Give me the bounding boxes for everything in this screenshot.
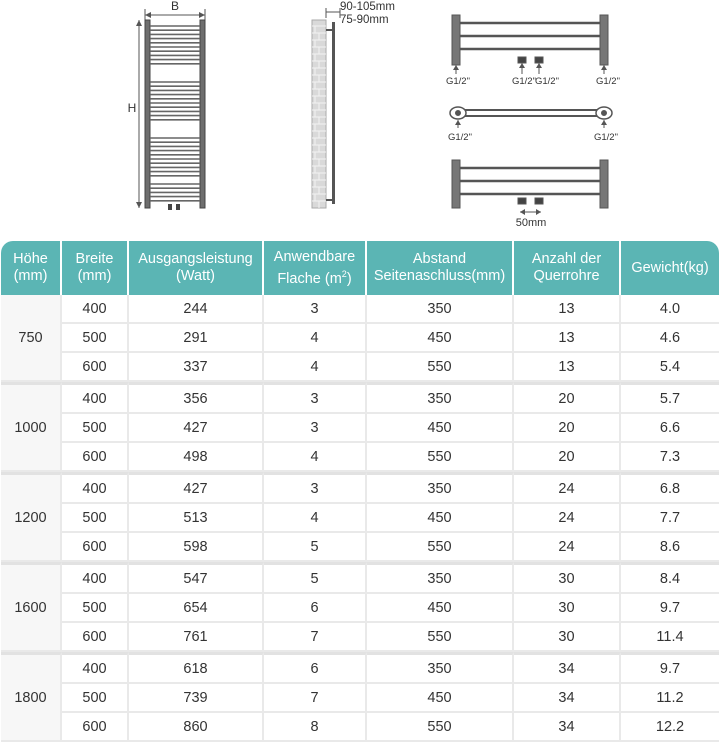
tubes-cell: 13 bbox=[514, 295, 621, 324]
width-cell: 400 bbox=[62, 652, 129, 684]
width-cell: 400 bbox=[62, 295, 129, 324]
table-row bbox=[1, 652, 719, 684]
tubes-cell: 24 bbox=[514, 533, 621, 562]
height-cell: 1600 bbox=[1, 562, 62, 652]
width-cell: 500 bbox=[62, 504, 129, 533]
weight-cell: 4.0 bbox=[621, 295, 719, 324]
table-row bbox=[1, 382, 719, 414]
width-cell: 600 bbox=[62, 713, 129, 742]
width-cell: 600 bbox=[62, 533, 129, 562]
header-weight: Gewicht(kg) bbox=[621, 241, 719, 295]
table-header-row bbox=[1, 241, 719, 295]
output-cell: 739 bbox=[129, 684, 264, 713]
table-row bbox=[1, 353, 719, 382]
area-cell: 6 bbox=[264, 652, 367, 684]
width-cell: 600 bbox=[62, 443, 129, 472]
spacing-cell: 550 bbox=[367, 443, 514, 472]
table-row bbox=[1, 594, 719, 623]
tubes-cell: 30 bbox=[514, 594, 621, 623]
spacing-cell: 350 bbox=[367, 562, 514, 594]
area-cell: 3 bbox=[264, 414, 367, 443]
output-cell: 513 bbox=[129, 504, 264, 533]
weight-cell: 9.7 bbox=[621, 652, 719, 684]
width-cell: 400 bbox=[62, 472, 129, 504]
area-cell: 7 bbox=[264, 623, 367, 652]
output-cell: 291 bbox=[129, 324, 264, 353]
area-cell: 3 bbox=[264, 382, 367, 414]
tubes-cell: 13 bbox=[514, 353, 621, 382]
center-distance-label: 50mm bbox=[515, 217, 547, 229]
radiator-side-view bbox=[312, 8, 340, 208]
weight-cell: 5.4 bbox=[621, 353, 719, 382]
weight-cell: 9.7 bbox=[621, 594, 719, 623]
tubes-cell: 24 bbox=[514, 504, 621, 533]
spacing-cell: 550 bbox=[367, 533, 514, 562]
connection-label-left: G1/2" bbox=[446, 76, 470, 87]
technical-drawings bbox=[0, 0, 720, 240]
width-cell: 600 bbox=[62, 623, 129, 652]
connection-diagram-bottom bbox=[452, 160, 608, 215]
area-cell: 4 bbox=[264, 324, 367, 353]
tubes-cell: 20 bbox=[514, 414, 621, 443]
weight-cell: 4.6 bbox=[621, 324, 719, 353]
header-area: Anwendbare Flache $(m^2)$ bbox=[264, 241, 367, 295]
connection-label-side-left: G1/2" bbox=[448, 132, 472, 143]
spacing-cell: 450 bbox=[367, 684, 514, 713]
width-cell: 500 bbox=[62, 684, 129, 713]
table-body bbox=[1, 295, 719, 742]
output-cell: 598 bbox=[129, 533, 264, 562]
weight-cell: 5.7 bbox=[621, 382, 719, 414]
table-row bbox=[1, 414, 719, 443]
connection-label-right: G1/2" bbox=[596, 76, 620, 87]
area-cell: 5 bbox=[264, 562, 367, 594]
output-cell: 498 bbox=[129, 443, 264, 472]
connection-label-mid-1: G1/2" bbox=[512, 76, 536, 87]
output-cell: 427 bbox=[129, 472, 264, 504]
tubes-cell: 34 bbox=[514, 713, 621, 742]
weight-cell: 6.8 bbox=[621, 472, 719, 504]
area-cell: 5 bbox=[264, 533, 367, 562]
height-cell: 750 bbox=[1, 295, 62, 382]
width-cell: 400 bbox=[62, 382, 129, 414]
spacing-cell: 350 bbox=[367, 472, 514, 504]
spacing-cell: 350 bbox=[367, 652, 514, 684]
table-row bbox=[1, 295, 719, 324]
tubes-cell: 13 bbox=[514, 324, 621, 353]
connection-diagram-top bbox=[452, 15, 608, 74]
height-cell: 1200 bbox=[1, 472, 62, 562]
header-height: Höhe (mm) bbox=[1, 241, 62, 295]
tubes-cell: 20 bbox=[514, 382, 621, 414]
output-cell: 860 bbox=[129, 713, 264, 742]
area-cell: 7 bbox=[264, 684, 367, 713]
weight-cell: 8.4 bbox=[621, 562, 719, 594]
weight-cell: 8.6 bbox=[621, 533, 719, 562]
output-cell: 244 bbox=[129, 295, 264, 324]
tubes-cell: 34 bbox=[514, 652, 621, 684]
output-cell: 654 bbox=[129, 594, 264, 623]
table-row bbox=[1, 562, 719, 594]
radiator-front-view bbox=[136, 9, 205, 210]
table-row bbox=[1, 623, 719, 652]
height-cell: 1800 bbox=[1, 652, 62, 742]
spacing-cell: 550 bbox=[367, 353, 514, 382]
table-row bbox=[1, 713, 719, 742]
header-width: Breite (mm) bbox=[62, 241, 129, 295]
tubes-cell: 20 bbox=[514, 443, 621, 472]
spacing-cell: 450 bbox=[367, 324, 514, 353]
output-cell: 337 bbox=[129, 353, 264, 382]
area-cell: 6 bbox=[264, 594, 367, 623]
weight-cell: 7.3 bbox=[621, 443, 719, 472]
drawings-svg bbox=[0, 0, 720, 240]
spacing-cell: 350 bbox=[367, 382, 514, 414]
area-cell: 4 bbox=[264, 443, 367, 472]
area-cell: 3 bbox=[264, 472, 367, 504]
table-row bbox=[1, 504, 719, 533]
table-row bbox=[1, 684, 719, 713]
connection-label-mid-2: G1/2" bbox=[535, 76, 559, 87]
output-cell: 547 bbox=[129, 562, 264, 594]
output-cell: 761 bbox=[129, 623, 264, 652]
width-cell: 400 bbox=[62, 562, 129, 594]
width-cell: 500 bbox=[62, 414, 129, 443]
specification-table bbox=[1, 241, 719, 742]
table-row bbox=[1, 472, 719, 504]
height-label: H bbox=[127, 101, 137, 115]
spacing-cell: 450 bbox=[367, 414, 514, 443]
weight-cell: 11.4 bbox=[621, 623, 719, 652]
height-cell: 1000 bbox=[1, 382, 62, 472]
area-cell: 8 bbox=[264, 713, 367, 742]
header-spacing: Abstand Seitenaschluss(mm) bbox=[367, 241, 514, 295]
width-label: B bbox=[170, 0, 180, 13]
weight-cell: 12.2 bbox=[621, 713, 719, 742]
table-row bbox=[1, 533, 719, 562]
tubes-cell: 30 bbox=[514, 562, 621, 594]
width-cell: 500 bbox=[62, 324, 129, 353]
width-cell: 500 bbox=[62, 594, 129, 623]
spacing-cell: 550 bbox=[367, 713, 514, 742]
table-row bbox=[1, 443, 719, 472]
area-cell: 4 bbox=[264, 504, 367, 533]
spacing-cell: 450 bbox=[367, 594, 514, 623]
spacing-cell: 550 bbox=[367, 623, 514, 652]
tubes-cell: 30 bbox=[514, 623, 621, 652]
wall-distance-1: 90-105mm bbox=[340, 1, 395, 13]
table-row bbox=[1, 324, 719, 353]
spacing-cell: 450 bbox=[367, 504, 514, 533]
area-cell: 3 bbox=[264, 295, 367, 324]
header-tubes: Anzahl der Querrohre bbox=[514, 241, 621, 295]
output-cell: 427 bbox=[129, 414, 264, 443]
wall-distance-2: 75-90mm bbox=[340, 14, 389, 26]
output-cell: 618 bbox=[129, 652, 264, 684]
header-output: Ausgangsleistung (Watt) bbox=[129, 241, 264, 295]
tubes-cell: 34 bbox=[514, 684, 621, 713]
weight-cell: 7.7 bbox=[621, 504, 719, 533]
spacing-cell: 350 bbox=[367, 295, 514, 324]
connection-diagram-middle bbox=[450, 107, 612, 128]
weight-cell: 11.2 bbox=[621, 684, 719, 713]
width-cell: 600 bbox=[62, 353, 129, 382]
connection-label-side-right: G1/2" bbox=[594, 132, 618, 143]
area-cell: 4 bbox=[264, 353, 367, 382]
tubes-cell: 24 bbox=[514, 472, 621, 504]
output-cell: 356 bbox=[129, 382, 264, 414]
weight-cell: 6.6 bbox=[621, 414, 719, 443]
